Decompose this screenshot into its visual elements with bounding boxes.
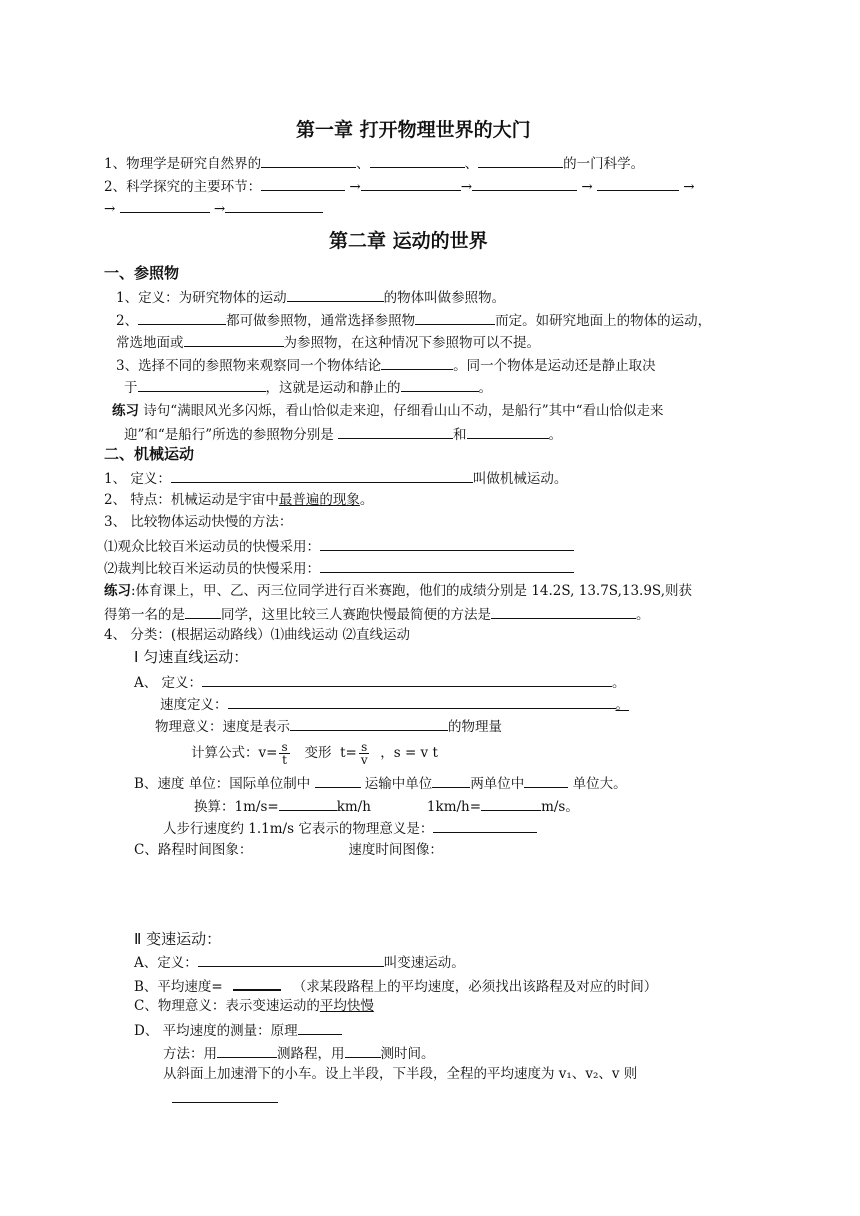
blank[interactable] (467, 424, 549, 439)
speed-def: 速度定义： 。 (160, 694, 629, 714)
arrow-icon: → (460, 179, 473, 195)
blank[interactable] (138, 377, 266, 392)
blank[interactable] (261, 153, 356, 168)
blank[interactable] (279, 796, 337, 811)
practice-2-line-2: 得第一名的是 同学，这里比较三人赛跑快慢最简便的方法是 。 (104, 604, 650, 624)
blank[interactable] (401, 377, 479, 392)
reference-def: 1、定义：为研究物体的运动 的物体叫做参照物。 (116, 287, 505, 307)
arrow-icon: → (213, 201, 226, 217)
blank[interactable] (524, 773, 568, 788)
compare-methods: 3、 比较物体运动快慢的方法： (104, 514, 293, 530)
blank[interactable] (287, 287, 384, 302)
blank[interactable] (432, 773, 470, 788)
audience-method: ⑴观众比较百米运动员的快慢采用： (104, 536, 574, 556)
ch1-question-2-cont (104, 198, 323, 218)
blank[interactable] (320, 558, 574, 573)
fraction-s-over-t: $\frac{s}{t}$ (281, 740, 288, 767)
practice-1-line-1: 练习 诗句“满眼风光多闪烁，看山恰似走来迎，仔细看山山不动，是船行”其中“看山恰似走来 (112, 403, 664, 419)
mechanical-def: 1、 定义： 叫做机械运动。 (104, 468, 567, 488)
graphs-line: C、路程时间图象： 速度时间图像： (134, 842, 443, 858)
uniform-def: A、 定义： 。 (134, 672, 626, 692)
blank[interactable] (315, 773, 361, 788)
blank[interactable] (381, 355, 453, 370)
practice-1-line-2: 迎”和“是船行”所选的参照物分别是 和 。 (124, 424, 562, 444)
reference-line-2: 2、 都可做参照物，通常选择参照物 而定。如研究地面上的物体的运动， (116, 310, 711, 330)
blank[interactable] (415, 310, 495, 325)
blank[interactable] (261, 176, 345, 191)
blank[interactable] (298, 1020, 342, 1035)
blank[interactable] (370, 153, 465, 168)
blank[interactable] (198, 952, 384, 967)
blank[interactable] (491, 604, 636, 619)
variable-def: A、定义： 叫变速运动。 (134, 952, 465, 972)
blank[interactable] (481, 796, 541, 811)
arrow-icon: → (683, 179, 695, 195)
practice-label: 练习 (112, 403, 139, 419)
walking-speed: 人步行速度约 1.1m/s 它表示的物理意义是： (163, 818, 537, 838)
blank[interactable] (478, 153, 563, 168)
speed-formula: 计算公式：v= $\frac{s}{t}$ 变形 t= $\frac{s}{v}$ ，s = v t (191, 740, 438, 767)
speed-meaning: 物理意义：速度是表示 的物理量 (155, 716, 502, 736)
blank[interactable] (597, 176, 679, 191)
slope-cart-question: 从斜面上加速滑下的小车。设上半段，下半段，全程的平均速度为 v₁、v₂、v 则 (163, 1066, 638, 1082)
uniform-motion-heading: Ⅰ 匀速直线运动： (134, 648, 249, 666)
blank[interactable] (225, 198, 323, 213)
blank[interactable] (202, 672, 612, 687)
arrow-icon: → (349, 179, 361, 195)
blank[interactable] (433, 818, 537, 833)
reference-line-3: 常选地面或 为参照物，在这种情况下参照物可以不提。 (116, 332, 540, 352)
blank[interactable] (361, 176, 461, 191)
blank[interactable] (320, 536, 574, 551)
chapter1-title: 第一章 打开物理世界的大门 (296, 119, 531, 141)
reference-line-5: 于 ，这就是运动和静止的 。 (124, 377, 492, 397)
speed-units: B、速度 单位：国际单位制中 运输中单位 两单位中 单位大。 (134, 773, 627, 793)
blank[interactable] (228, 694, 616, 709)
mechanical-feature: 2、 特点：机械运动是宇宙中最普遍的现象。 (104, 492, 374, 508)
blank[interactable] (233, 975, 281, 991)
blank[interactable] (171, 468, 473, 483)
arrow-icon: → (581, 179, 593, 195)
section-mechanical-heading: 二、机械运动 (104, 445, 195, 463)
blank[interactable] (185, 604, 221, 619)
measurement-method: 方法：用 测路程，用 测时间。 (163, 1043, 435, 1063)
chapter2-title: 第二章 运动的世界 (329, 230, 488, 252)
ch1-question-1: 1、物理学是研究自然界的 、 、 的一门科学。 (104, 153, 644, 173)
average-speed-measurement: D、 平均速度的测量：原理 (134, 1020, 342, 1040)
section-reference-heading: 一、参照物 (104, 264, 180, 282)
blank[interactable] (138, 310, 226, 325)
classification: 4、 分类：(根据运动路线）⑴曲线运动 ⑵直线运动 (104, 627, 410, 643)
blank[interactable] (217, 1043, 277, 1058)
blank[interactable] (172, 1088, 278, 1103)
reference-line-4: 3、选择不同的参照物来观察同一个物体结论 。同一个物体是运动还是静止取决 (116, 355, 656, 375)
fraction-s-over-v: $\frac{s}{v}$ (360, 740, 368, 767)
practice-2-line-1: 练习:体育课上，甲、乙、丙三位同学进行百米赛跑，他们的成绩分别是 14.2S, 13.7S,13.9S,则获 (104, 583, 692, 599)
ch1-question-2: 2、科学探究的主要环节： → → → → (104, 176, 695, 196)
blank[interactable] (184, 332, 284, 347)
judge-method: ⑵裁判比较百米运动员的快慢采用： (104, 558, 574, 578)
blank[interactable] (120, 198, 210, 213)
unit-conversion: 换算：1m/s= km/h 1km/h= m/s。 (194, 796, 579, 816)
average-speed-meaning: C、物理意义：表示变速运动的平均快慢 (134, 998, 374, 1014)
arrow-icon: → (104, 201, 116, 217)
blank[interactable] (290, 716, 448, 731)
blank[interactable] (338, 424, 453, 439)
blank[interactable] (472, 176, 577, 191)
average-speed: B、平均速度= （求某段路程上的平均速度，必须找出该路程及对应的时间） (134, 975, 657, 996)
slope-cart-answer (172, 1088, 278, 1108)
variable-motion-heading: Ⅱ 变速运动： (134, 930, 222, 948)
practice-label: 练习 (104, 583, 131, 599)
blank[interactable] (345, 1043, 381, 1058)
